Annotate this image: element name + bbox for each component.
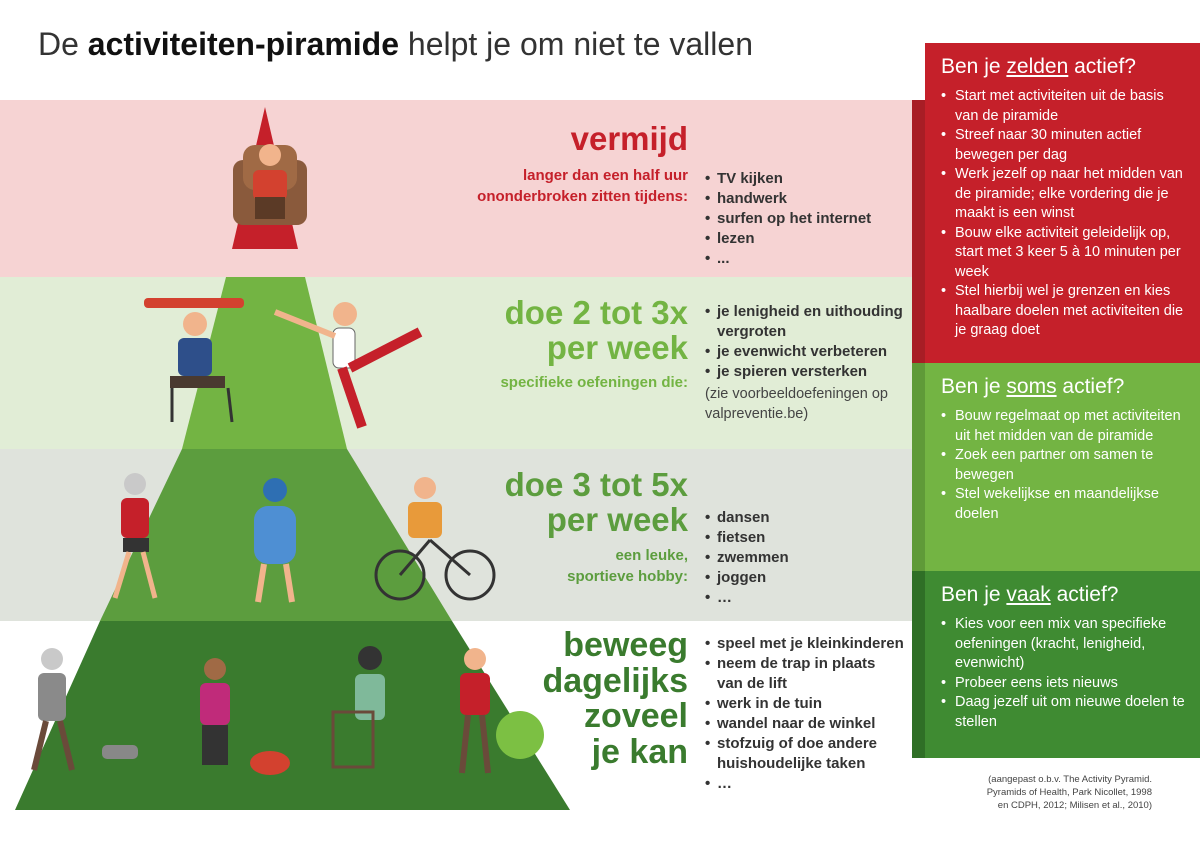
list-item: • Werk jezelf op naar het midden van de piramide; elke vordering die je maakt is een winst	[941, 165, 1186, 224]
list-item: • Bouw regelmaat op met activiteiten uit het midden van de piramide	[941, 407, 1186, 446]
tier-2-3x-list	[705, 302, 905, 382]
list-item: • je spieren versterken	[705, 362, 905, 382]
list-item: • Kies voor een mix van specifieke oefeningen (kracht, lenigheid, evenwicht)	[941, 615, 1186, 674]
tier-avoid-heading: vermijd	[570, 120, 688, 157]
list-item: • handwerk	[705, 189, 871, 209]
list-item: • Bouw elke activiteit geleidelijk op, start met 3 keer 5 à 10 minuten per week	[941, 224, 1186, 283]
list-item: • je evenwicht verbeteren	[705, 342, 905, 362]
list-item: • joggen	[705, 568, 789, 588]
seated-stretch-person-illustration	[140, 292, 250, 427]
list-item: • Start met activiteiten uit de basis van de piramide	[941, 87, 1186, 126]
list-item: • surfen op het internet	[705, 209, 871, 229]
tier-3-5x-heading: doe 3 tot 5x per week	[504, 466, 688, 538]
source-citation: (aangepast o.b.v. The Activity Pyramid. Pyramids of Health, Park Nicollet, 1998 en CDPH, 2012; Milisen et al., 2010)	[986, 774, 1152, 811]
list-item: • je lenigheid en uithouding vergroten	[705, 302, 905, 342]
panel-sometimes-active	[925, 363, 1200, 571]
list-item: • Daag jezelf uit om nieuwe doelen te stellen	[941, 693, 1186, 732]
list-item: • …	[705, 588, 789, 608]
panel-sometimes-title: Ben je soms actief?	[941, 375, 1125, 398]
list-item: • Stel wekelijkse en maandelijkse doelen	[941, 485, 1186, 524]
panel-often-list	[941, 615, 1186, 732]
panel-dark-green-tab	[912, 571, 925, 758]
list-item: • lezen	[705, 229, 871, 249]
panel-rarely-title: Ben je zelden actief?	[941, 55, 1136, 78]
list-item: • Stel hierbij wel je grenzen en kies haalbare doelen met activiteiten die je graag doet	[941, 282, 1186, 341]
tier-avoid-subtitle: langer dan een half uur ononderbroken zitten tijdens:	[477, 167, 688, 205]
page-title	[38, 26, 753, 63]
list-item: • wandel naar de winkel	[705, 714, 905, 734]
list-item: • zwemmen	[705, 548, 789, 568]
yoga-person-illustration	[270, 292, 430, 432]
list-item: • fietsen	[705, 528, 789, 548]
list-item: • ...	[705, 249, 871, 269]
tier-2-3x-subtitle: specifieke oefeningen die:	[500, 374, 688, 391]
panel-rarely-active	[925, 43, 1200, 363]
title-bold: activiteiten-piramide	[87, 26, 399, 62]
title-suffix: helpt je om niet te vallen	[399, 26, 753, 62]
tier-daily-heading: beweeg dagelijks zoveel je kan	[542, 626, 688, 772]
list-item: • Probeer eens iets nieuws	[941, 674, 1186, 694]
title-prefix: De	[38, 26, 88, 62]
gardener-illustration	[440, 645, 550, 780]
tier-3-5x-subtitle: een leuke, sportieve hobby:	[567, 547, 688, 585]
list-item: • TV kijken	[705, 169, 871, 189]
tier-3-5x-list	[705, 508, 789, 608]
list-item: • stofzuig of doe andere huishoudelijke taken	[705, 734, 905, 774]
list-item: • …	[705, 774, 905, 794]
list-item: • werk in de tuin	[705, 694, 905, 714]
panel-light-green-tab	[912, 363, 925, 571]
panel-sometimes-list	[941, 407, 1186, 524]
walking-woman-illustration	[95, 470, 175, 605]
armchair-person-illustration	[225, 125, 315, 240]
dog-walker-illustration	[12, 645, 152, 775]
list-item: • Zoek een partner om samen te bewegen	[941, 446, 1186, 485]
panel-often-active	[925, 571, 1200, 758]
panel-often-title: Ben je vaak actief?	[941, 583, 1119, 606]
list-item: • neem de trap in plaats van de lift	[705, 654, 905, 694]
vacuuming-woman-illustration	[170, 655, 300, 780]
panel-rarely-list	[941, 87, 1186, 341]
list-item: • speel met je kleinkinderen	[705, 634, 905, 654]
list-item: • Streef naar 30 minuten actief bewegen per dag	[941, 126, 1186, 165]
tier-avoid-list	[705, 169, 871, 269]
walker-frame-person-illustration	[325, 642, 415, 777]
tier-daily-list	[705, 634, 905, 794]
tier-2-3x-note: (zie voorbeeldoefeningen op valpreventie.be)	[705, 386, 888, 422]
cyclist-illustration	[370, 470, 500, 605]
tier-2-3x-heading: doe 2 tot 3x per week	[504, 294, 688, 366]
swimmer-illustration	[240, 472, 310, 607]
panel-red-tab	[912, 100, 925, 363]
list-item: • dansen	[705, 508, 789, 528]
